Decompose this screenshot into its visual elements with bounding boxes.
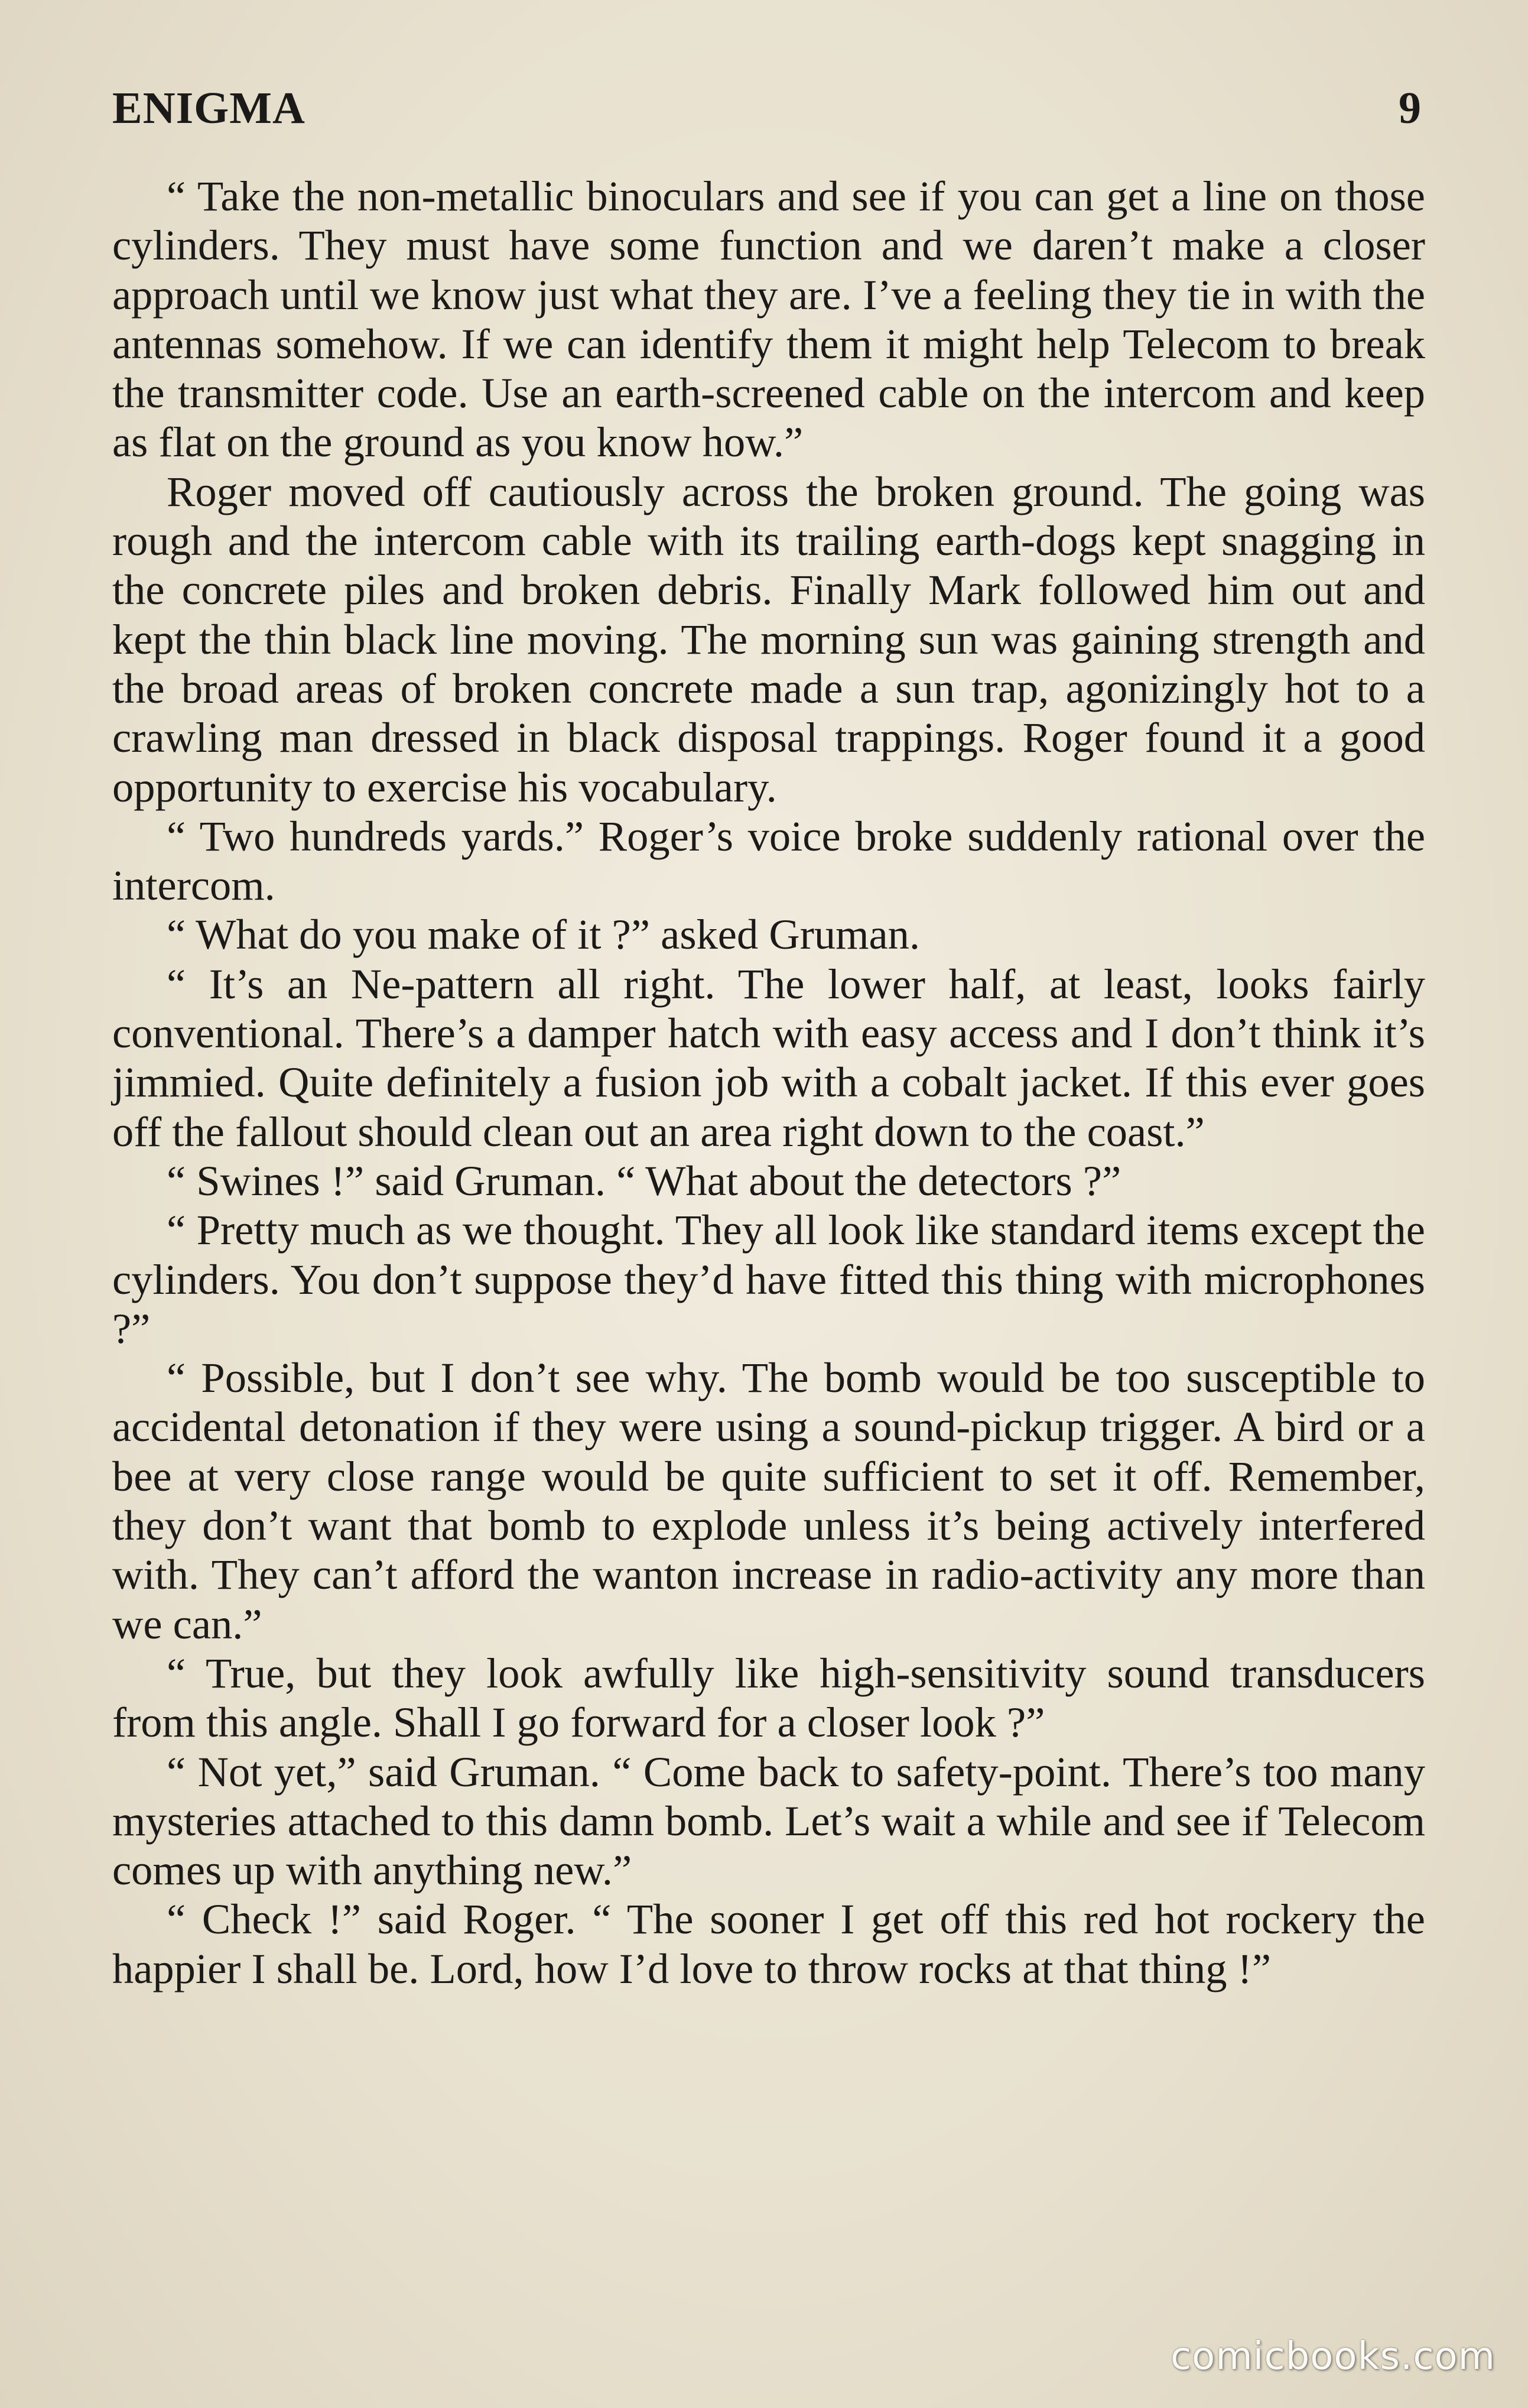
page-number: 9 bbox=[1399, 83, 1422, 133]
paragraph: “ True, but they look awfully like high-sensitivity sound transducers from this angle. Shall I go forward for a closer look ?” bbox=[112, 1648, 1425, 1747]
paragraph: “ Pretty much as we thought. They all look like standard items except the cylinders. You don’t suppose they’d have fitted this thing with microphones ?” bbox=[112, 1206, 1425, 1352]
site-watermark: comicbooks.com bbox=[1170, 2335, 1496, 2378]
paragraph: “ Check !” said Roger. “ The sooner I get off this red hot rockery the happier I shall be. Lord, how I’d love to throw rocks at that thing !” bbox=[112, 1895, 1425, 1992]
running-header bbox=[112, 83, 1422, 142]
paragraph: Roger moved off cautiously across the broken ground. The going was rough and the intercom cable with its trailing earth-dogs kept snagging in the concrete piles and broken debris. Finally Mark followed him out and kept the thin black line moving. The morning sun was gaining strength and the broad areas of broken concrete made a sun trap, agonizingly hot to a crawling man dressed in black disposal trappings. Roger found it a good opportunity to exercise his vocabulary. bbox=[112, 467, 1425, 811]
body-text bbox=[112, 171, 1425, 1993]
paragraph: “ Two hundreds yards.” Roger’s voice broke suddenly rational over the intercom. bbox=[112, 812, 1425, 910]
paragraph: “ Possible, but I don’t see why. The bomb would be too susceptible to accidental detonation if they were using a sound-pickup trigger. A bird or a bee at very close range would be quite sufficient to set it off. Remember, they don’t want that bomb to explode unless it’s being actively interfered with. They can’t afford the wanton increase in radio-activity any more than we can.” bbox=[112, 1354, 1425, 1648]
paragraph: “ What do you make of it ?” asked Gruman. bbox=[167, 910, 921, 959]
paragraph: “ It’s an Ne-pattern all right. The lower half, at least, looks fairly conventional. There’s a damper hatch with easy access and I don’t think it’s jimmied. Quite definitely a fusion job with a cobalt jacket. If this ever goes off the fallout should clean out an area right down to the coast.” bbox=[112, 959, 1425, 1156]
paragraph: “ Swines !” said Gruman. “ What about the detectors ?” bbox=[167, 1156, 1121, 1205]
paragraph: “ Not yet,” said Gruman. “ Come back to safety-point. There’s too many mysteries attached to this damn bomb. Let’s wait a while and see if Telecom comes up with anything new.” bbox=[112, 1747, 1425, 1894]
running-title: ENIGMA bbox=[112, 83, 305, 133]
paragraph: “ Take the non-metallic binoculars and see if you can get a line on those cylinders. They must have some function and we daren’t make a closer approach until we know just what they are. I’ve a feeling they tie in with the antennas somehow. If we can identify them it might help Telecom to break the transmitter code. Use an earth-screened cable on the intercom and keep as flat on the ground as you know how.” bbox=[112, 172, 1425, 466]
